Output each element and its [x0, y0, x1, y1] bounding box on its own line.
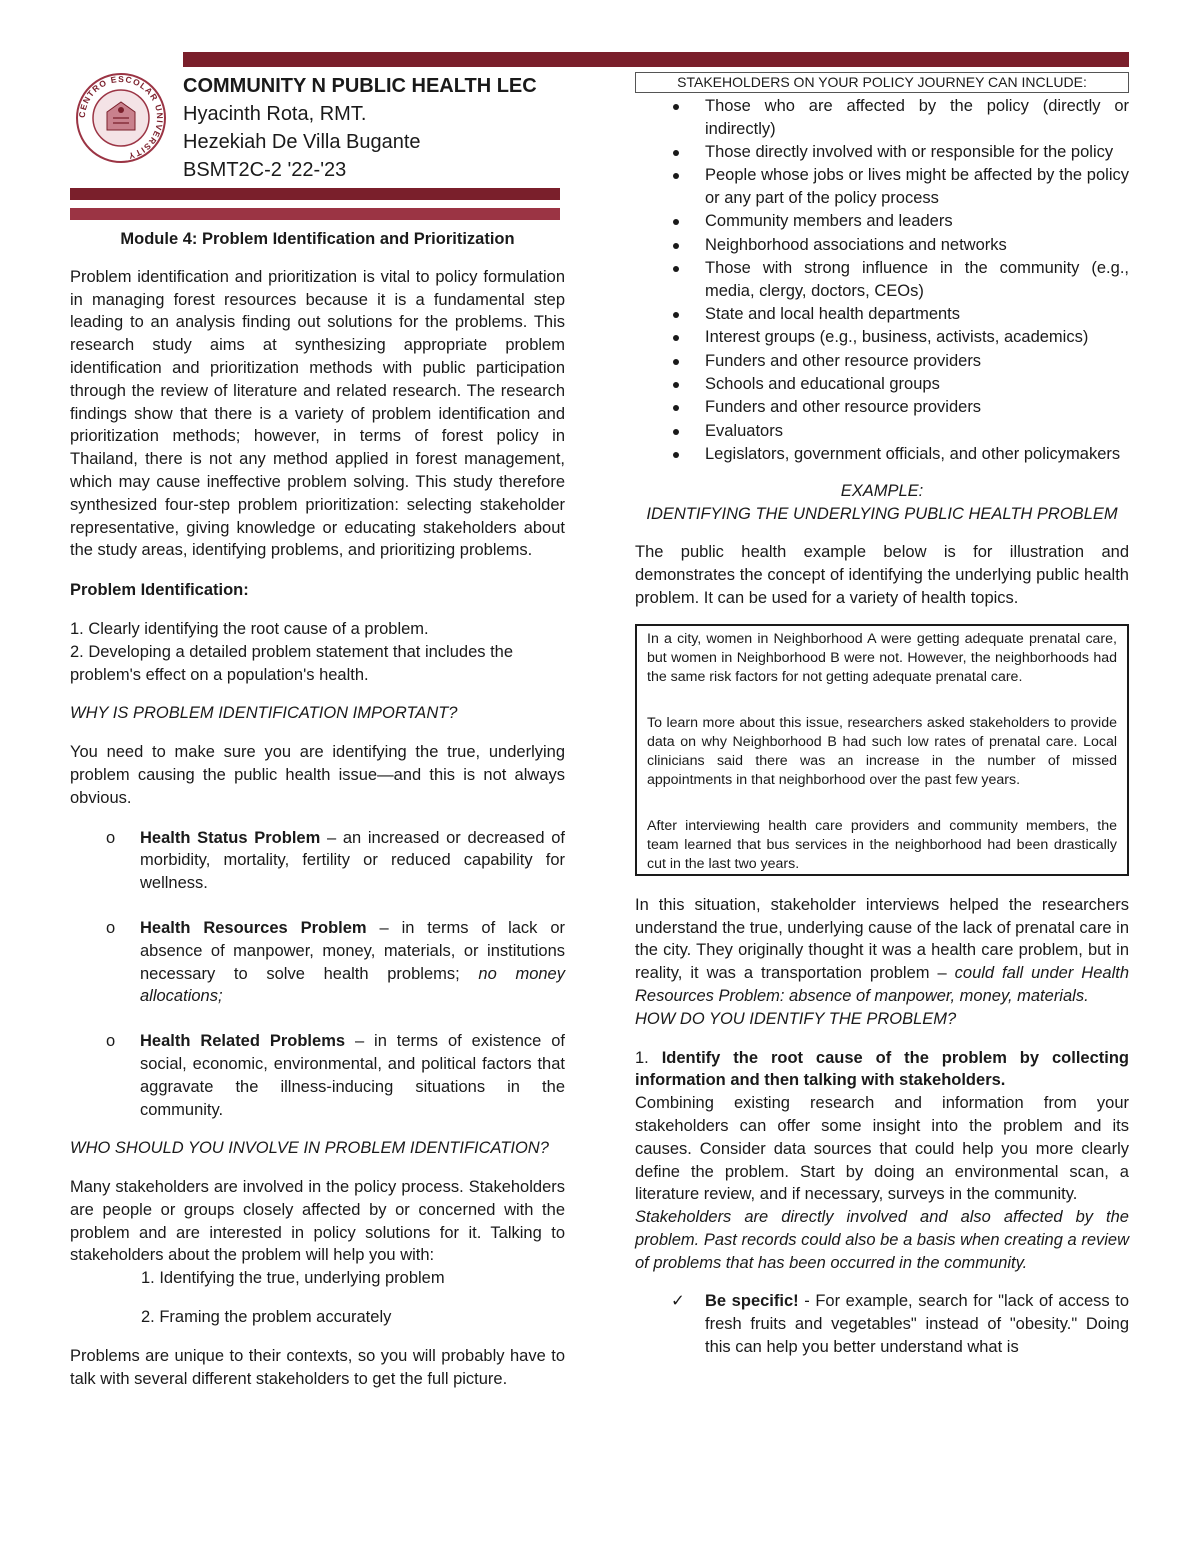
list-item: Funders and other resource providers — [635, 396, 1129, 419]
bullet-dot — [673, 104, 679, 110]
bullet-dot — [673, 243, 679, 249]
situation-italic: could fall under Health Resources Problem: absence of manpower, money, materials. — [635, 964, 1129, 1005]
type-term: Health Related Problems — [140, 1032, 346, 1051]
why-paragraph: You need to make sure you are identifying the true, underlying problem causing the public health issue—and this is not always obvious. — [70, 743, 565, 807]
bullet-dot — [673, 173, 679, 179]
bullet-dot — [673, 452, 679, 458]
list-item: State and local health departments — [635, 303, 1129, 326]
how-heading: HOW DO YOU IDENTIFY THE PROBLEM? — [635, 1009, 957, 1028]
example-title: IDENTIFYING THE UNDERLYING PUBLIC HEALTH PROBLEM — [646, 504, 1118, 523]
bullet-dot — [673, 150, 679, 156]
document-header — [183, 72, 537, 184]
list-item — [70, 1030, 565, 1121]
list-item: Schools and educational groups — [635, 373, 1129, 396]
bullet-dot — [673, 405, 679, 411]
type-term: Health Status Problem — [140, 828, 321, 847]
bullet-marker: o — [106, 918, 116, 937]
type-term: Health Resources Problem — [140, 918, 367, 937]
list-item: Funders and other resource providers — [635, 350, 1129, 373]
section-year: BSMT2C-2 '22-'23 — [183, 159, 347, 181]
pi-item-2: 2. Developing a detailed problem statement that includes the problem's effect on a population's health. — [70, 642, 514, 684]
list-item: Evaluators — [635, 420, 1129, 443]
list-item: Those who are affected by the policy (directly or indirectly) — [635, 95, 1129, 141]
type-desc: – in terms of lack or absence of manpower, money, materials, or institutions necessary to solve health problems; — [140, 918, 565, 983]
type-extra: no money allocations; — [140, 964, 565, 1006]
who-heading: WHO SHOULD YOU INVOLVE IN PROBLEM IDENTIFICATION? — [70, 1139, 549, 1158]
list-item — [70, 917, 565, 1008]
specific-term: Be specific! — [705, 1292, 799, 1311]
course-title: COMMUNITY N PUBLIC HEALTH LEC — [183, 75, 537, 97]
example-label: EXAMPLE: — [840, 481, 924, 500]
bullet-dot — [673, 312, 679, 318]
instructor-name: Hyacinth Rota, RMT. — [183, 103, 367, 125]
stakeholders-list — [635, 95, 1129, 466]
header-top-bar — [183, 52, 1129, 67]
step-1: 1. Identify the root cause of the problem by collecting information and then talking with stakeholders. — [635, 1048, 1129, 1090]
situation-paragraph: In this situation, stakeholder interviews helped the researchers understand the true, underlying cause of the lack of prenatal care in the city. They originally thought it was a health care problem, but in reality, it was a transportation problem – could fall under Health Resources Problem: absence of manpower, money, materials. — [635, 895, 1129, 1005]
bullet-dot — [673, 382, 679, 388]
university-seal-logo — [75, 72, 167, 164]
bullet-marker: o — [106, 1032, 116, 1051]
box-paragraph-1: In a city, women in Neighborhood A were getting adequate prenatal care, but women in Neighborhood B were not. However, the neighborhoods had the same risk factors for not getting adequate prenatal care. — [647, 630, 1117, 685]
box-paragraph-3: After interviewing health care providers and community members, the team learned that bus services in the neighborhood had been drastically cut in the last two years. — [647, 817, 1117, 872]
bullet-dot — [673, 219, 679, 225]
box-paragraph-2: To learn more about this issue, researchers asked stakeholders to provide data on why Neighborhood B had such low rates of prenatal care. Local clinicians said there was an increase in the number of missed appointments in that neighborhood over the past few years. — [647, 714, 1117, 788]
example-heading — [635, 480, 1129, 526]
module-title: Module 4: Problem Identification and Prioritization — [120, 230, 515, 248]
why-heading: WHY IS PROBLEM IDENTIFICATION IMPORTANT? — [70, 704, 458, 723]
right-column — [635, 72, 1129, 1359]
pi-item-1: 1. Clearly identifying the root cause of a problem. — [70, 619, 429, 638]
bullet-dot — [673, 359, 679, 365]
help-item-1: 1. Identifying the true, underlying problem — [141, 1269, 445, 1288]
bullet-dot — [673, 429, 679, 435]
help-item-2: 2. Framing the problem accurately — [141, 1308, 392, 1327]
combining-paragraph: Combining existing research and information from your stakeholders can offer some insight into the problem and its causes. Consider data sources that could help you more clearly define the problem. Start by doing an environmental scan, a literature review, and if necessary, surveys in the community. — [635, 1094, 1129, 1204]
list-item — [70, 827, 565, 895]
list-item: Those directly involved with or responsible for the policy — [635, 141, 1129, 164]
student-name: Hezekiah De Villa Bugante — [183, 131, 421, 153]
who-paragraph: Many stakeholders are involved in the policy process. Stakeholders are people or groups closely affected by or concerned with the problem and are interested in policy solutions for it. Talking to stakeholders about the problem will help you with: — [70, 1178, 565, 1265]
list-item: Interest groups (e.g., business, activists, academics) — [635, 326, 1129, 349]
checkmark-icon: ✓ — [671, 1292, 685, 1311]
example-intro: The public health example below is for illustration and demonstrates the concept of identifying the underlying public health problem. It can be used for a variety of health topics. — [635, 543, 1129, 607]
specific-text: - For example, search for "lack of access to fresh fruits and vegetables" instead of "obesity." Doing this can help you better understand what is — [705, 1292, 1130, 1357]
type-desc: – in terms of existence of social, economic, environmental, and political factors that aggravate the illness-inducing situations in the community. — [140, 1032, 565, 1119]
pi-list — [70, 618, 565, 686]
header-bottom-bar-2 — [70, 208, 560, 220]
seal-text: CENTRO ESCOLAR UNIVERSITY — [76, 73, 166, 162]
stakeholders-heading: STAKEHOLDERS ON YOUR POLICY JOURNEY CAN INCLUDE: — [635, 72, 1129, 93]
intro-paragraph: Problem identification and prioritization is vital to policy formulation in managing forest resources because it is a fundamental step leading to an analysis finding out solutions for the problems. This research study aims at synthesizing appropriate problem identification and prioritization methods with public participation through the review of literature and related research. The research findings show that there is a variety of problem identification and prioritization methods; however, in terms of forest policy in Thailand, there is not any method applied in forest management, which may cause ineffective problem solving. This study therefore synthesized four-step problem prioritization: selecting stakeholder representative, giving knowledge or educating stakeholders about the study areas, identifying problems, and prioritizing problems. — [70, 267, 565, 560]
type-desc: – an increased or decreased of morbidity, mortality, fertility or reduced capability for wellness. — [140, 828, 565, 893]
problem-identification-heading: Problem Identification: — [70, 581, 249, 600]
bullet-marker: o — [106, 828, 116, 847]
closing-paragraph: Problems are unique to their contexts, so you will probably have to talk with several different stakeholders to get the full picture. — [70, 1346, 565, 1388]
list-item: Legislators, government officials, and other policymakers — [635, 443, 1129, 466]
example-case-box — [635, 624, 1129, 876]
list-item: Community members and leaders — [635, 210, 1129, 233]
bullet-dot — [673, 335, 679, 341]
stakeholder-note: Stakeholders are directly involved and also affected by the problem. Past records could also be a basis when creating a review of problems that has been occurred in the community. — [635, 1208, 1129, 1272]
header-bottom-bar-1 — [70, 188, 560, 200]
problem-types-list — [70, 827, 565, 1122]
list-item: People whose jobs or lives might be affected by the policy or any part of the policy process — [635, 164, 1129, 210]
list-item: Neighborhood associations and networks — [635, 234, 1129, 257]
bullet-dot — [673, 266, 679, 272]
be-specific-item — [635, 1290, 1129, 1358]
list-item: Those with strong influence in the community (e.g., media, clergy, doctors, CEOs) — [635, 257, 1129, 303]
left-column — [70, 228, 565, 1390]
